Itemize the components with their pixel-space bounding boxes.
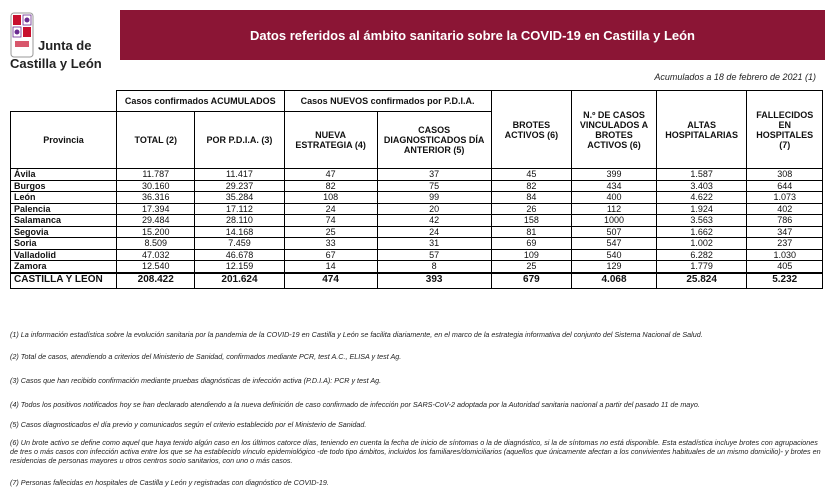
col-header-fallecidos: FALLECIDOS EN HOSPITALES (7) [747,91,823,169]
total-nueva-estrategia: 474 [284,273,377,289]
cell-por-pdia: 14.168 [195,226,284,238]
cell-fallecidos: 347 [747,226,823,238]
group-header-acumulados: Casos confirmados ACUMULADOS [117,91,284,112]
province-name: Valladolid [11,249,117,261]
footnote-5: (5) Casos diagnosticados el día previo y comunicados según el criterio establecido por el Ministerio de Sanidad. [10,420,367,429]
cell-vinculados: 507 [572,226,657,238]
cell-casos-diagnosticados: 99 [377,192,491,204]
cell-por-pdia: 11.417 [195,169,284,181]
province-name: Palencia [11,203,117,215]
cell-por-pdia: 12.159 [195,261,284,273]
cell-total: 29.484 [117,215,195,227]
cell-altas: 1.924 [656,203,747,215]
province-name: Soria [11,238,117,250]
total-total: 208.422 [117,273,195,289]
cell-casos-diagnosticados: 24 [377,226,491,238]
cell-fallecidos: 405 [747,261,823,273]
cell-casos-diagnosticados: 8 [377,261,491,273]
header-banner [120,10,825,60]
table-row [11,203,823,215]
cell-total: 8.509 [117,238,195,250]
cell-altas: 1.002 [656,238,747,250]
cell-fallecidos: 308 [747,169,823,181]
cell-casos-diagnosticados: 42 [377,215,491,227]
cell-vinculados: 1000 [572,215,657,227]
total-brotes: 679 [491,273,572,289]
cell-brotes: 25 [491,261,572,273]
cell-fallecidos: 644 [747,180,823,192]
cell-casos-diagnosticados: 20 [377,203,491,215]
cell-nueva-estrategia: 47 [284,169,377,181]
cell-por-pdia: 35.284 [195,192,284,204]
cell-por-pdia: 46.678 [195,249,284,261]
cell-nueva-estrategia: 33 [284,238,377,250]
col-header-nueva-estrategia: NUEVA ESTRATEGIA (4) [284,112,377,169]
cell-fallecidos: 786 [747,215,823,227]
table-row [11,261,823,273]
cell-total: 36.316 [117,192,195,204]
logo-text-line2: Castilla y León [10,56,102,71]
cell-total: 15.200 [117,226,195,238]
cell-por-pdia: 28.110 [195,215,284,227]
cell-por-pdia: 17.112 [195,203,284,215]
table-row [11,180,823,192]
total-label: CASTILLA Y LEÓN [11,273,117,289]
cell-total: 11.787 [117,169,195,181]
castle-lion-shield-icon [10,12,34,58]
cell-fallecidos: 1.030 [747,249,823,261]
cell-altas: 3.403 [656,180,747,192]
cell-vinculados: 540 [572,249,657,261]
footnote-6: (6) Un brote activo se define como aquel que haya tenido algún caso en los últimos catorce días, teniendo en cuenta la fecha de inicio de síntomas o la de diagnóstico, si la de síntomas no está disponible. Esta estadística incluye brotes con agrupaciones de tres o más casos con infección activa entre los que se ha establecido vínculo epidemiológico -de todo tipo ámbitos, incluidos los familiares/domiciliarios (aquellos que únicamente afectan a los convivientes habituales de un mismo domicilio)- y brotes en residencias de personas mayores u otros centros socio sanitarios, con uno o más casos. [10,438,821,465]
table-row [11,249,823,261]
footnote-2: (2) Total de casos, atendiendo a criterios del Ministerio de Sanidad, confirmados mediante PCR, test A.C., ELISA y test Ag. [10,352,402,361]
province-name: Segovia [11,226,117,238]
cell-total: 30.160 [117,180,195,192]
cell-fallecidos: 237 [747,238,823,250]
cell-brotes: 109 [491,249,572,261]
cell-por-pdia: 7.459 [195,238,284,250]
total-vinculados: 4.068 [572,273,657,289]
province-name: Salamanca [11,215,117,227]
col-header-altas: ALTAS HOSPITALARIAS [656,91,747,169]
cell-casos-diagnosticados: 57 [377,249,491,261]
footnote-4: (4) Todos los positivos notificados hoy se han declarado atendiendo a la nueva definición de caso confirmado de infección por SARS-CoV-2 adoptada por la Autoridad sanitaria nacional a partir del pasado 11 de mayo. [10,400,700,409]
cell-brotes: 26 [491,203,572,215]
cell-casos-diagnosticados: 37 [377,169,491,181]
cell-vinculados: 112 [572,203,657,215]
footnote-3: (3) Casos que han recibido confirmación mediante pruebas diagnósticas de infección activa (P.D.I.A): PCR y test Ag. [10,376,382,385]
cell-total: 12.540 [117,261,195,273]
total-altas: 25.824 [656,273,747,289]
group-header-nuevos: Casos NUEVOS confirmados por P.D.I.A. [284,91,491,112]
footnote-7: (7) Personas fallecidas en hospitales de Castilla y León y registradas con diagnóstico de COVID-19. [10,478,329,487]
total-por-pdia: 201.624 [195,273,284,289]
cell-casos-diagnosticados: 31 [377,238,491,250]
col-header-casos-diagnosticados: CASOS DIAGNOSTICADOS DÍA ANTERIOR (5) [377,112,491,169]
cell-brotes: 84 [491,192,572,204]
cell-brotes: 81 [491,226,572,238]
cell-nueva-estrategia: 67 [284,249,377,261]
cell-vinculados: 129 [572,261,657,273]
province-name: Burgos [11,180,117,192]
col-header-provincia: Provincia [11,112,117,169]
covid-data-table [10,90,823,289]
province-name: Ávila [11,169,117,181]
cell-vinculados: 434 [572,180,657,192]
cell-total: 47.032 [117,249,195,261]
col-header-brotes: BROTES ACTIVOS (6) [491,91,572,169]
logo-text-line1: Junta de [38,38,92,53]
cell-brotes: 69 [491,238,572,250]
junta-logo [8,10,118,70]
col-header-vinculados: N.º DE CASOS VINCULADOS A BROTES ACTIVOS (6) [572,91,657,169]
cell-brotes: 82 [491,180,572,192]
footnote-1: (1) La información estadística sobre la evolución sanitaria por la pandemia de la COVID-19 en Castilla y León se facilita diariamente, en el marco de la estrategia informativa del conjunto del Sistema Nacional de Salud. [10,330,703,339]
cell-nueva-estrategia: 25 [284,226,377,238]
table-row [11,238,823,250]
province-name: Zamora [11,261,117,273]
total-row [11,273,823,289]
total-casos-diagnosticados: 393 [377,273,491,289]
cell-nueva-estrategia: 74 [284,215,377,227]
cell-vinculados: 547 [572,238,657,250]
province-name: León [11,192,117,204]
cell-total: 17.394 [117,203,195,215]
date-note: Acumulados a 18 de febrero de 2021 (1) [654,72,816,82]
cell-brotes: 158 [491,215,572,227]
table-row [11,169,823,181]
cell-altas: 1.779 [656,261,747,273]
header-blank [11,91,117,112]
cell-altas: 1.587 [656,169,747,181]
table-row [11,215,823,227]
cell-por-pdia: 29.237 [195,180,284,192]
cell-nueva-estrategia: 14 [284,261,377,273]
cell-nueva-estrategia: 108 [284,192,377,204]
cell-fallecidos: 1.073 [747,192,823,204]
cell-altas: 1.662 [656,226,747,238]
cell-casos-diagnosticados: 75 [377,180,491,192]
col-header-total: TOTAL (2) [117,112,195,169]
cell-altas: 4.622 [656,192,747,204]
banner-title: Datos referidos al ámbito sanitario sobre la COVID-19 en Castilla y León [249,27,695,43]
col-header-por-pdia: POR P.D.I.A. (3) [195,112,284,169]
table-row [11,226,823,238]
table-row [11,192,823,204]
total-fallecidos: 5.232 [747,273,823,289]
cell-vinculados: 400 [572,192,657,204]
cell-nueva-estrategia: 82 [284,180,377,192]
cell-nueva-estrategia: 24 [284,203,377,215]
cell-vinculados: 399 [572,169,657,181]
cell-altas: 6.282 [656,249,747,261]
cell-altas: 3.563 [656,215,747,227]
cell-brotes: 45 [491,169,572,181]
cell-fallecidos: 402 [747,203,823,215]
